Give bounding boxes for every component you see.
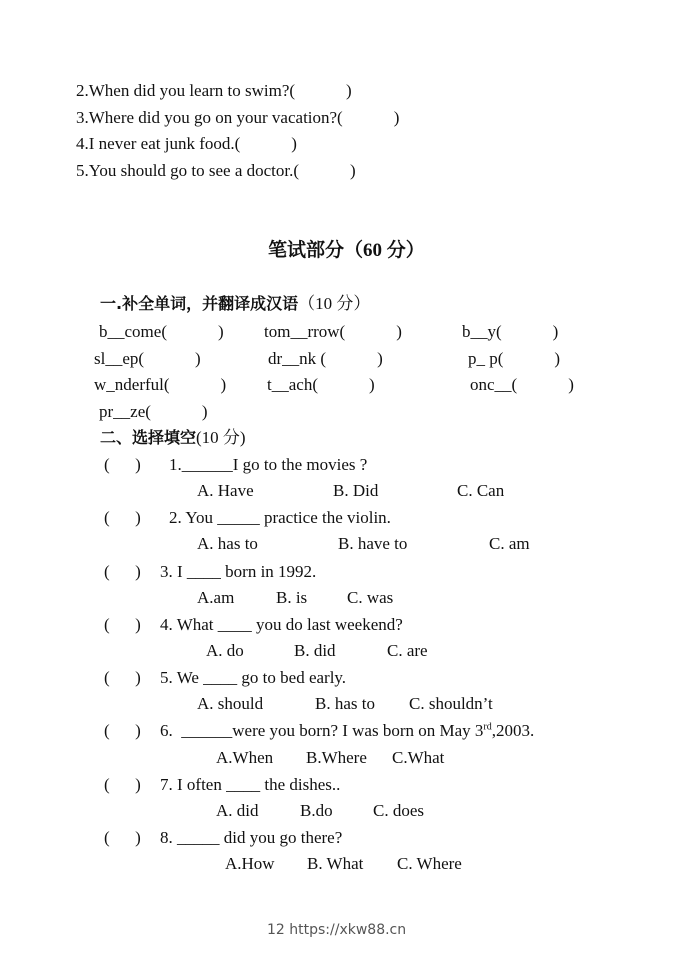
option-a: A.When (216, 748, 274, 767)
question-8: 8. _____ did you go there? (160, 828, 343, 847)
answer-bracket: ( ) (104, 562, 141, 581)
option-c: C. was (347, 588, 394, 607)
option-b: B.do (300, 801, 333, 820)
word-item: onc__( ) (470, 375, 574, 394)
answer-bracket: ( ) (104, 455, 141, 474)
section2-heading: 二、选择填空(10 分) (100, 428, 246, 447)
listening-item-2: 2.When did you learn to swim?( ) (76, 81, 352, 100)
question-4: 4. What ____ you do last weekend? (160, 615, 403, 634)
question-7: 7. I often ____ the dishes.. (160, 775, 341, 794)
option-b: B.Where (306, 748, 367, 767)
word-item: dr__nk ( ) (268, 349, 383, 368)
option-b: B. What (307, 854, 364, 873)
written-part-title: 笔试部分（60 分） (268, 239, 425, 261)
option-b: B. have to (338, 534, 408, 553)
listening-item-3: 3.Where did you go on your vacation?( ) (76, 108, 400, 127)
option-b: B. Did (333, 481, 379, 500)
answer-bracket: ( ) (104, 615, 141, 634)
option-a: A.am (197, 588, 235, 607)
option-c: C. does (373, 801, 424, 820)
answer-bracket: ( ) (104, 828, 141, 847)
option-a: A. did (216, 801, 259, 820)
page-footer: 12 https://xkw88.cn (267, 922, 407, 938)
option-c: C. am (489, 534, 530, 553)
option-b: B. has to (315, 694, 375, 713)
option-a: A. do (206, 641, 244, 660)
option-a: A. should (197, 694, 264, 713)
option-b: B. did (294, 641, 336, 660)
listening-item-5: 5.You should go to see a doctor.( ) (76, 161, 356, 180)
listening-item-4: 4.I never eat junk food.( ) (76, 134, 297, 153)
answer-bracket: ( ) (104, 668, 141, 687)
option-a: A. Have (197, 481, 254, 500)
question-3: 3. I ____ born in 1992. (160, 562, 317, 581)
option-b: B. is (276, 588, 308, 607)
question-2: 2. You _____ practice the violin. (169, 508, 391, 527)
option-c: C. shouldn’t (409, 694, 493, 713)
option-c: C. Can (457, 481, 505, 500)
option-a: A.How (225, 854, 275, 873)
question-1: 1.______I go to the movies ? (169, 455, 368, 474)
question-6: 6. ______were you born? I was born on May 3rd,2003. (160, 721, 535, 740)
option-c: C. are (387, 641, 428, 660)
option-c: C.What (392, 748, 445, 767)
word-item: b__come( ) (99, 322, 224, 341)
word-item: w_nderful( ) (94, 375, 227, 394)
answer-bracket: ( ) (104, 775, 141, 794)
section1-heading: 一.补全单词，并翻译成汉语（10 分） (100, 294, 371, 313)
word-item: pr__ze( ) (99, 402, 208, 421)
word-item: sl__ep( ) (94, 349, 201, 368)
word-item: p_ p( ) (468, 349, 561, 368)
word-item: t__ach( ) (267, 375, 375, 394)
question-5: 5. We ____ go to bed early. (160, 668, 347, 687)
option-a: A. has to (197, 534, 258, 553)
answer-bracket: ( ) (104, 721, 141, 740)
word-item: tom__rrow( ) (264, 322, 402, 341)
word-item: b__y( ) (462, 322, 559, 341)
answer-bracket: ( ) (104, 508, 141, 527)
option-c: C. Where (397, 854, 462, 873)
